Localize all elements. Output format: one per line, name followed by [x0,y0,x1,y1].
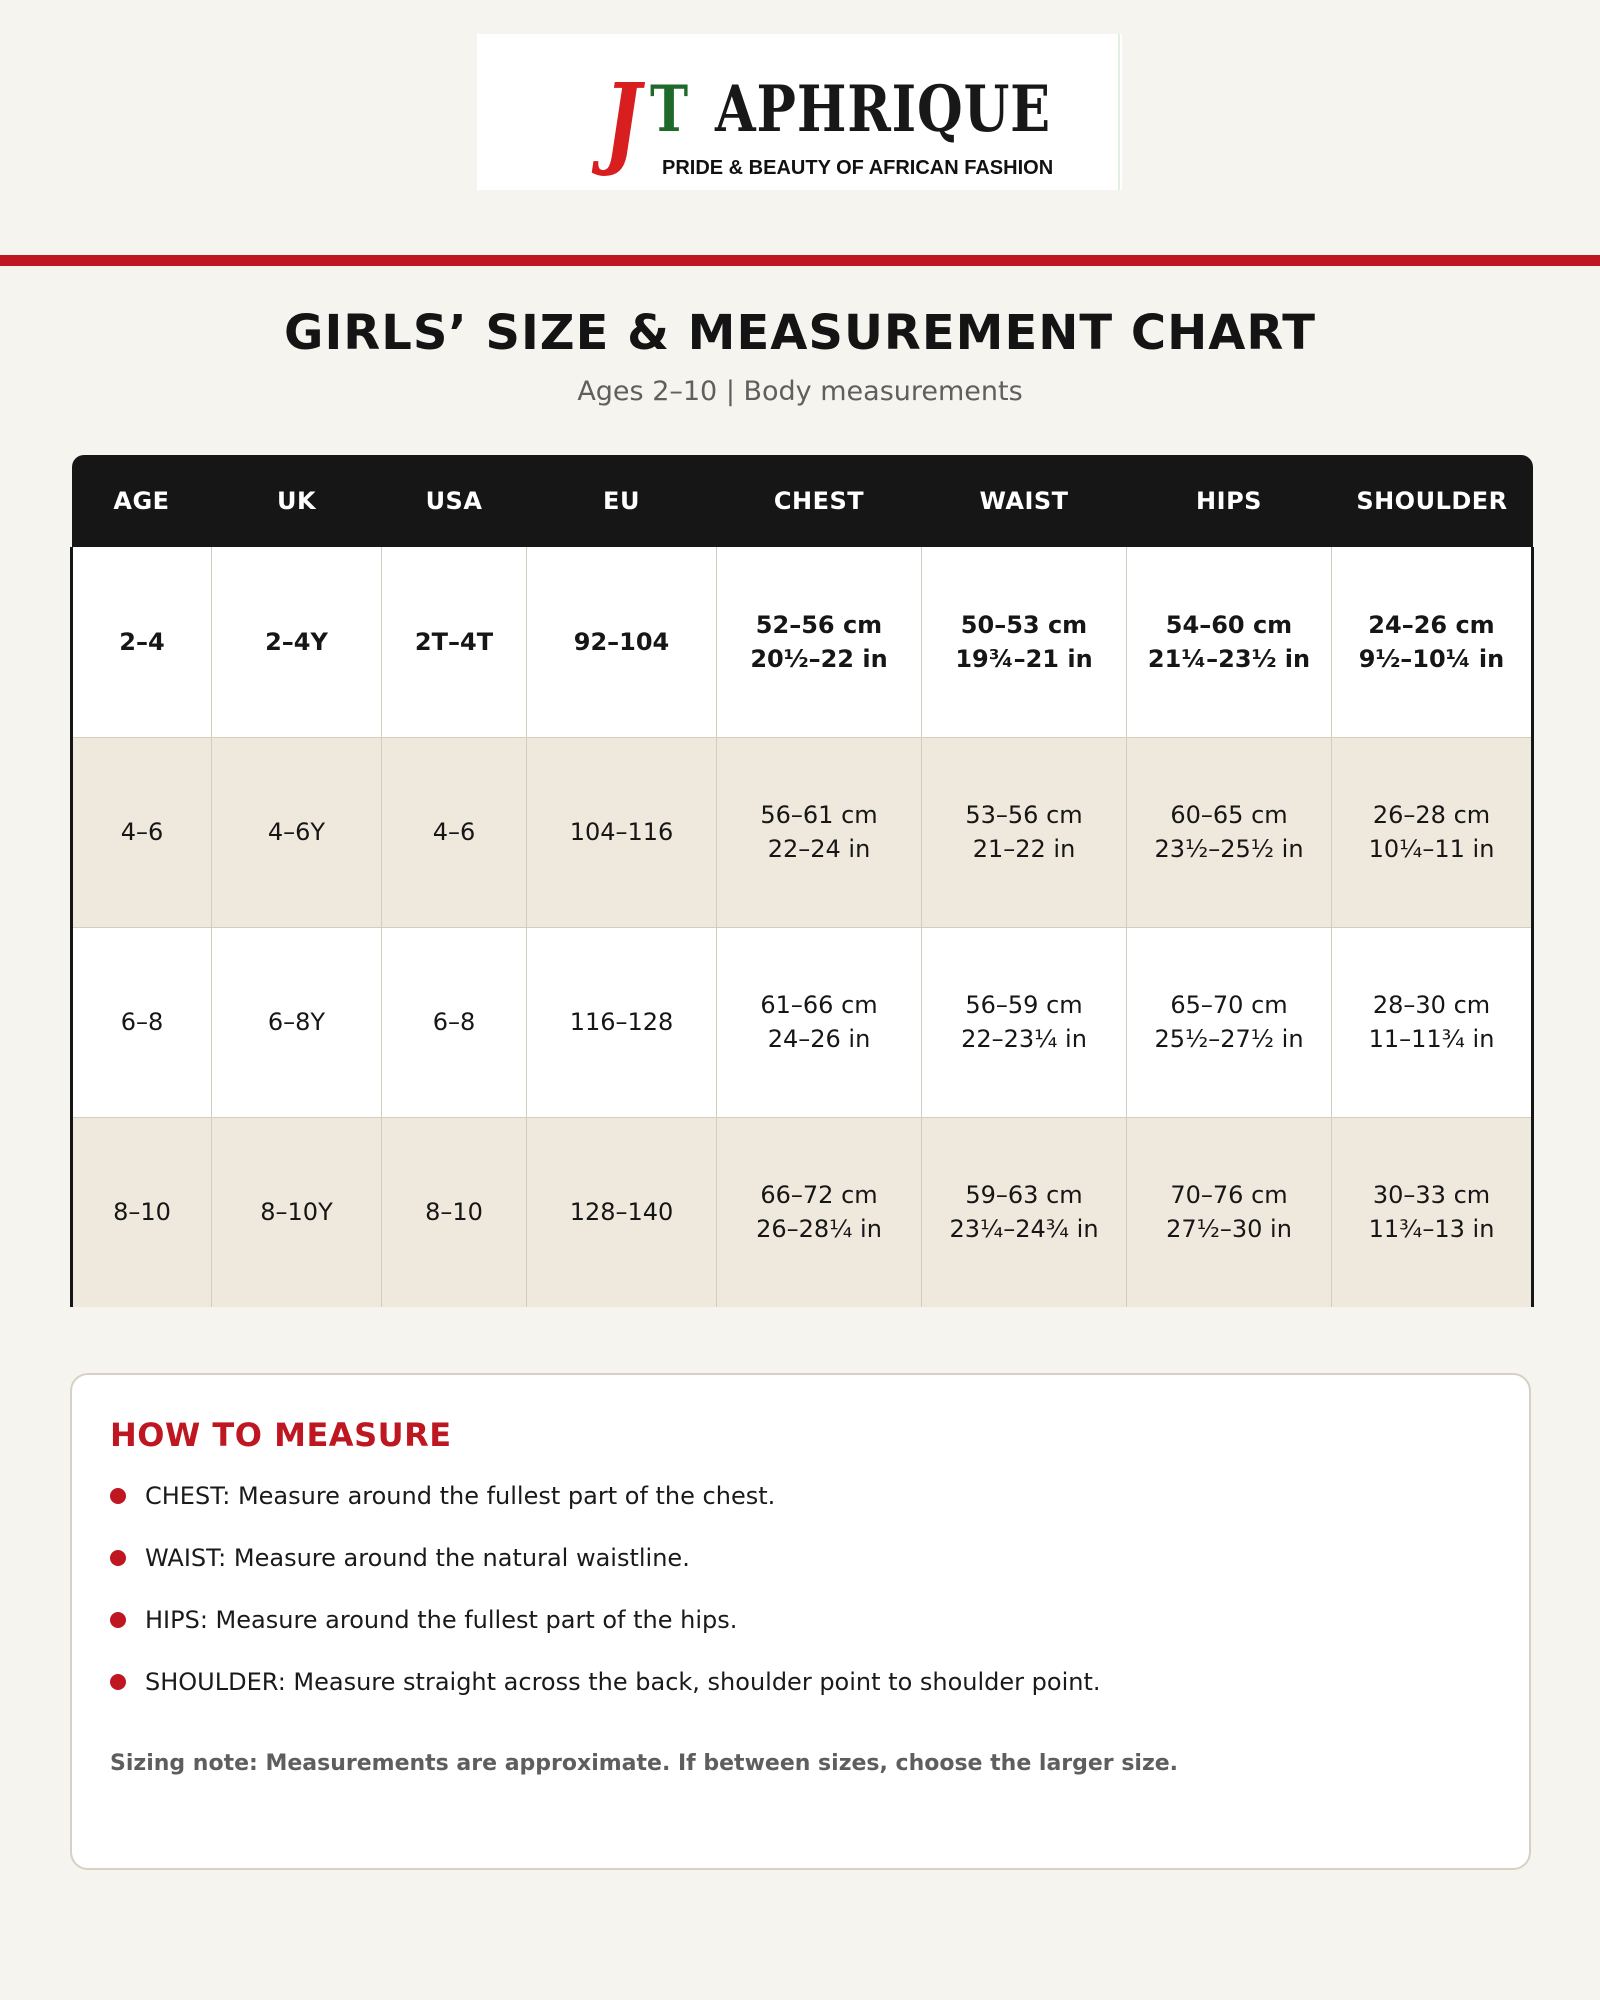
chest-in: 26–28¼ in [756,1215,882,1244]
page-title: GIRLS’ SIZE & MEASUREMENT CHART [284,305,1316,361]
logo-initial-j: J [604,61,641,179]
cell-usa: 8–10 [382,1117,527,1307]
shoulder-in: 9½–10¼ in [1358,644,1505,673]
cell-chest [717,1117,922,1307]
cell-eu: 128–140 [527,1117,717,1307]
cell-usa: 6–8 [382,927,527,1117]
waist-in: 19¾–21 in [955,644,1093,673]
logo-wordmark: APHRIQUE [715,72,1051,147]
column-header-shoulder: SHOULDER [1332,455,1533,547]
cell-uk: 8–10Y [212,1117,382,1307]
cell-chest [717,737,922,927]
bullet-icon [110,1612,126,1628]
column-header-hips: HIPS [1127,455,1332,547]
cell-age: 4–6 [72,737,212,927]
cell-age: 2–4 [72,547,212,737]
hips-cm: 60–65 cm [1170,801,1288,829]
logo-tagline: PRIDE & BEAUTY OF AFRICAN FASHION [662,157,1054,179]
chest-cm: 56–61 cm [760,801,878,829]
cell-age: 6–8 [72,927,212,1117]
column-header-eu: EU [527,455,717,547]
column-header-uk: UK [212,455,382,547]
bullet-icon [110,1488,126,1504]
cell-shoulder [1332,547,1533,737]
hips-in: 21¼–23½ in [1147,644,1311,673]
table-header [72,455,1533,547]
cell-chest [717,927,922,1117]
hips-in: 27½–30 in [1166,1215,1292,1244]
cell-usa: 2T–4T [382,547,527,737]
cell-hips [1127,927,1332,1117]
header-row [72,455,1533,547]
measure-instruction-shoulder: SHOULDER: Measure straight across the back, shoulder point to shoulder point. [145,1668,1101,1696]
cell-hips [1127,737,1332,927]
cell-shoulder [1332,1117,1533,1307]
cell-eu: 116–128 [527,927,717,1117]
cell-waist [922,547,1127,737]
shoulder-in: 11–11¾ in [1368,1025,1495,1053]
table-row [72,1117,1533,1307]
cell-uk: 4–6Y [212,737,382,927]
column-header-waist: WAIST [922,455,1127,547]
shoulder-in: 11¾–13 in [1368,1215,1495,1244]
cell-uk: 6–8Y [212,927,382,1117]
brand-logo [477,34,1122,190]
hips-cm: 70–76 cm [1170,1181,1288,1210]
table-row [72,547,1533,737]
bullet-icon [110,1550,126,1566]
chest-in: 24–26 in [767,1025,871,1053]
hips-in: 23½–25½ in [1154,835,1304,863]
list-item [110,1665,1490,1727]
measure-list [110,1479,1490,1727]
shoulder-cm: 30–33 cm [1372,1181,1491,1210]
list-item [110,1479,1490,1541]
chest-cm: 66–72 cm [760,1181,878,1210]
cell-usa: 4–6 [382,737,527,927]
header-divider [0,255,1600,266]
cell-hips [1127,1117,1332,1307]
hips-cm: 54–60 cm [1165,610,1293,639]
measure-instruction-chest: CHEST: Measure around the fullest part of the chest. [145,1482,776,1510]
shoulder-cm: 24–26 cm [1368,610,1495,639]
chest-in: 20½–22 in [750,644,888,673]
how-to-measure-title: HOW TO MEASURE [110,1416,452,1454]
shoulder-in: 10¼–11 in [1368,835,1495,863]
cell-hips [1127,547,1332,737]
list-item [110,1541,1490,1603]
table-body [72,547,1533,1307]
logo-initial-t: T [650,72,689,147]
table-row [72,737,1533,927]
column-header-usa: USA [382,455,527,547]
sizing-note: Sizing note: Measurements are approximate. If between sizes, choose the larger size. [110,1751,1179,1776]
measure-instruction-hips: HIPS: Measure around the fullest part of the hips. [145,1606,738,1634]
size-chart-table [70,455,1534,1307]
waist-in: 21–22 in [972,835,1076,863]
cell-age: 8–10 [72,1117,212,1307]
cell-shoulder [1332,927,1533,1117]
list-item [110,1603,1490,1665]
table-row [72,927,1533,1117]
page-subtitle: Ages 2–10 | Body measurements [577,376,1023,407]
waist-cm: 53–56 cm [965,801,1083,829]
shoulder-cm: 26–28 cm [1372,801,1491,829]
how-to-measure-card [70,1373,1531,1870]
cell-uk: 2–4Y [212,547,382,737]
chest-in: 22–24 in [767,835,871,863]
column-header-age: AGE [72,455,212,547]
hips-in: 25½–27½ in [1154,1025,1304,1053]
cell-waist [922,737,1127,927]
waist-in: 22–23¼ in [961,1025,1087,1053]
chest-cm: 52–56 cm [755,610,883,639]
column-header-chest: CHEST [717,455,922,547]
waist-cm: 59–63 cm [965,1181,1083,1210]
measure-instruction-waist: WAIST: Measure around the natural waistline. [145,1544,690,1572]
cell-shoulder [1332,737,1533,927]
waist-cm: 50–53 cm [960,610,1088,639]
cell-eu: 92–104 [527,547,717,737]
bullet-icon [110,1674,126,1690]
cell-waist [922,1117,1127,1307]
cell-waist [922,927,1127,1117]
waist-cm: 56–59 cm [965,991,1083,1019]
hips-cm: 65–70 cm [1170,991,1288,1019]
cell-chest [717,547,922,737]
cell-eu: 104–116 [527,737,717,927]
chest-cm: 61–66 cm [760,991,878,1019]
shoulder-cm: 28–30 cm [1372,991,1491,1019]
waist-in: 23¼–24¾ in [949,1215,1099,1244]
